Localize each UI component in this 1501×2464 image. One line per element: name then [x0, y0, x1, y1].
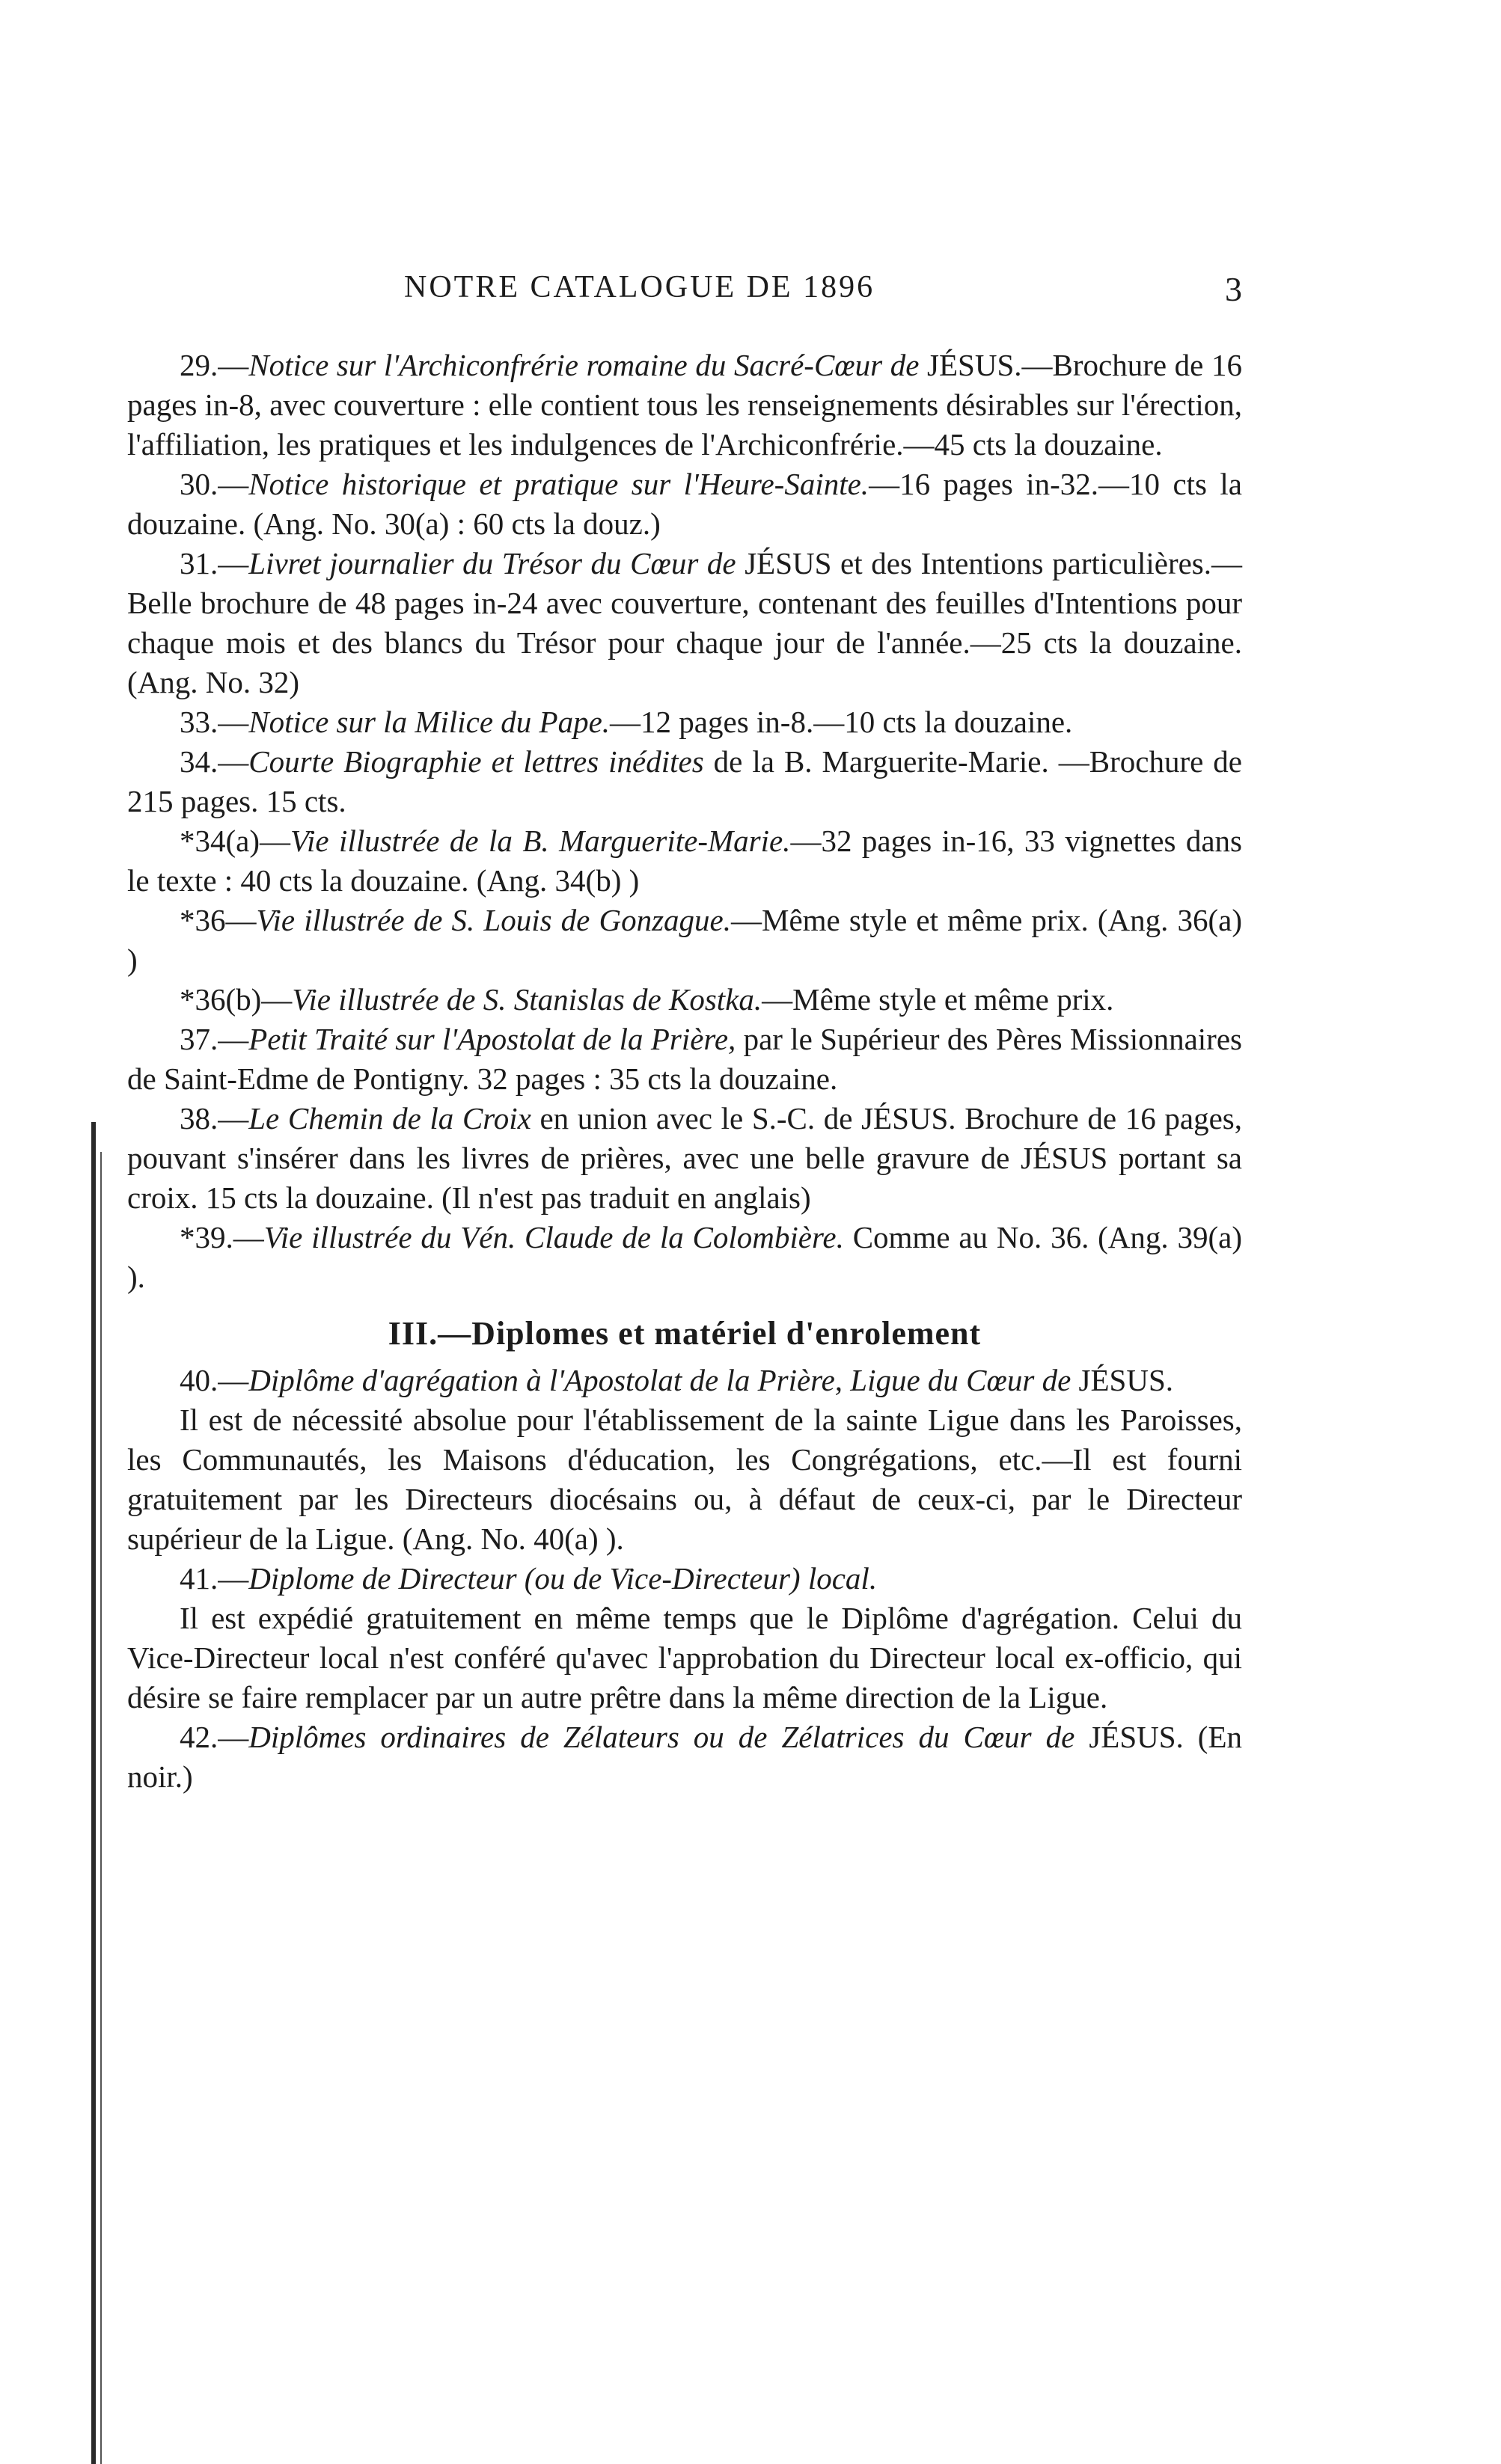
- entry-description: Comme au No. 36. (Ang. 39(a) ).: [127, 1220, 1242, 1294]
- entry-paragraph: Il est de nécessité absolue pour l'établissement de la sainte Ligue dans les Paroisses, les Communautés, les Maisons d'éducation, les Congrégations, etc.—Il est fourni gratuitement par les Directeurs diocésains ou, à défaut de ceux-ci, par le Directeur supérieur de la Ligue. (Ang. No. 40(a) ).: [127, 1403, 1242, 1556]
- entry-number: *39.—: [180, 1220, 264, 1254]
- catalogue-entry: [127, 742, 1242, 821]
- catalogue-entries-part2: [127, 1361, 1242, 1797]
- catalogue-entry: [127, 980, 1242, 1020]
- catalogue-entry: [127, 346, 1242, 465]
- catalogue-entry: [127, 901, 1242, 980]
- catalogue-entry: [127, 1218, 1242, 1297]
- entry-title: Vie illustrée de S. Stanislas de Kostka.: [292, 982, 762, 1017]
- entry-number: 40.—: [180, 1363, 249, 1397]
- section-heading: III.—Diplomes et matériel d'enrolement: [388, 1315, 982, 1352]
- entry-description: de la B. Marguerite-Marie. —Brochure de 215 pages. 15 cts.: [127, 744, 1242, 818]
- entry-number: 33.—: [180, 705, 249, 739]
- entry-number: *34(a)—: [180, 824, 291, 858]
- entry-paragraph: Il est expédié gratuitement en même temps que le Diplôme d'agrégation. Celui du Vice-Directeur local n'est conféré qu'avec l'approbation du Directeur local ex-officio, qui désire se faire remplacer par un autre prêtre dans la même direction de la Ligue.: [127, 1601, 1242, 1714]
- entry-number: 34.—: [180, 744, 249, 779]
- entry-number: 38.—: [180, 1101, 249, 1136]
- margin-rule-thin: [100, 1152, 102, 2464]
- catalogue-entry: [127, 1361, 1242, 1400]
- entry-number: 41.—: [180, 1561, 249, 1596]
- running-title: NOTRE CATALOGUE DE 1896: [404, 270, 875, 304]
- entry-title: Livret journalier du Trésor du Cœur de: [248, 546, 736, 580]
- entry-title: Notice sur l'Archiconfrérie romaine du Sacré-Cœur de: [248, 348, 920, 382]
- catalogue-text: [127, 346, 1242, 1797]
- entry-number: 29.—: [180, 348, 249, 382]
- margin-rule: [91, 1122, 96, 2464]
- entry-number: 37.—: [180, 1022, 249, 1056]
- page-number: 3: [1225, 270, 1242, 308]
- catalogue-entry: [127, 702, 1242, 742]
- entry-description: —Même style et même prix. (Ang. 36(a) ): [127, 903, 1242, 977]
- entry-description: JÉSUS. (En noir.): [127, 1720, 1242, 1794]
- entry-description: —12 pages in-8.—10 cts la douzaine.: [610, 705, 1073, 739]
- page-header: [127, 269, 1242, 314]
- entry-title: Notice sur la Milice du Pape.: [248, 705, 611, 739]
- entry-title: Diplômes ordinaires de Zélateurs ou de Zélatrices du Cœur de: [248, 1720, 1075, 1754]
- entry-title: Notice historique et pratique sur l'Heure-Sainte.: [248, 467, 869, 501]
- entry-description: par le Supérieur des Pères Missionnaires de Saint-Edme de Pontigny. 32 pages : 35 cts la douzaine.: [127, 1022, 1242, 1096]
- catalogue-entry: [127, 465, 1242, 544]
- entry-title: Vie illustrée du Vén. Claude de la Colombière.: [263, 1220, 844, 1254]
- entry-description: en union avec le S.-C. de JÉSUS. Brochure de 16 pages, pouvant s'insérer dans les livres de prières, avec une belle gravure de JÉSUS portant sa croix. 15 cts la douzaine. (Il n'est pas traduit en anglais): [127, 1101, 1242, 1215]
- entry-description: —16 pages in-32.—10 cts la douzaine. (Ang. No. 30(a) : 60 cts la douz.): [127, 467, 1243, 541]
- catalogue-entries-part1: [127, 346, 1242, 1297]
- entry-title: Le Chemin de la Croix: [248, 1101, 531, 1136]
- entry-number: *36—: [180, 903, 257, 937]
- entry-number: *36(b)—: [180, 982, 293, 1017]
- catalogue-entry: [127, 1099, 1242, 1218]
- catalogue-entry: [127, 1717, 1242, 1797]
- entry-title: Petit Traité sur l'Apostolat de la Prière,: [248, 1022, 736, 1056]
- catalogue-entry: [127, 1559, 1242, 1599]
- entry-title: Diplome de Directeur (ou de Vice-Directeur) local.: [248, 1561, 878, 1596]
- entry-number: 30.—: [180, 467, 249, 501]
- entry-number: 42.—: [180, 1720, 249, 1754]
- catalogue-entry: [127, 1020, 1242, 1099]
- entry-title: Diplôme d'agrégation à l'Apostolat de la Prière, Ligue du Cœur de: [248, 1363, 1072, 1397]
- entry-description: JÉSUS.—Brochure de 16 pages in-8, avec couverture : elle contient tous les renseignements désirables sur l'érection, l'affiliation, les pratiques et les indulgences de l'Archiconfrérie.—45 cts la douzaine.: [127, 348, 1242, 462]
- entry-title: Vie illustrée de la B. Marguerite-Marie.: [290, 824, 791, 858]
- entry-description: —Même style et même prix.: [762, 982, 1114, 1017]
- catalogue-entry: [127, 821, 1242, 901]
- entry-title: Vie illustrée de S. Louis de Gonzague.: [256, 903, 731, 937]
- entry-title: Courte Biographie et lettres inédites: [248, 744, 704, 779]
- entry-description: —32 pages in-16, 33 vignettes dans le texte : 40 cts la douzaine. (Ang. 34(b) ): [127, 824, 1243, 898]
- catalogue-entry: [127, 544, 1242, 702]
- entry-description: JÉSUS.: [1071, 1363, 1174, 1397]
- entry-number: 31.—: [180, 546, 249, 580]
- entry-description: JÉSUS et des Intentions particulières.—Belle brochure de 48 pages in-24 avec couverture, contenant des feuilles d'Intentions pour chaque mois et des blancs du Trésor pour chaque jour de l'année.—25 cts la douzaine. (Ang. No. 32): [127, 546, 1242, 699]
